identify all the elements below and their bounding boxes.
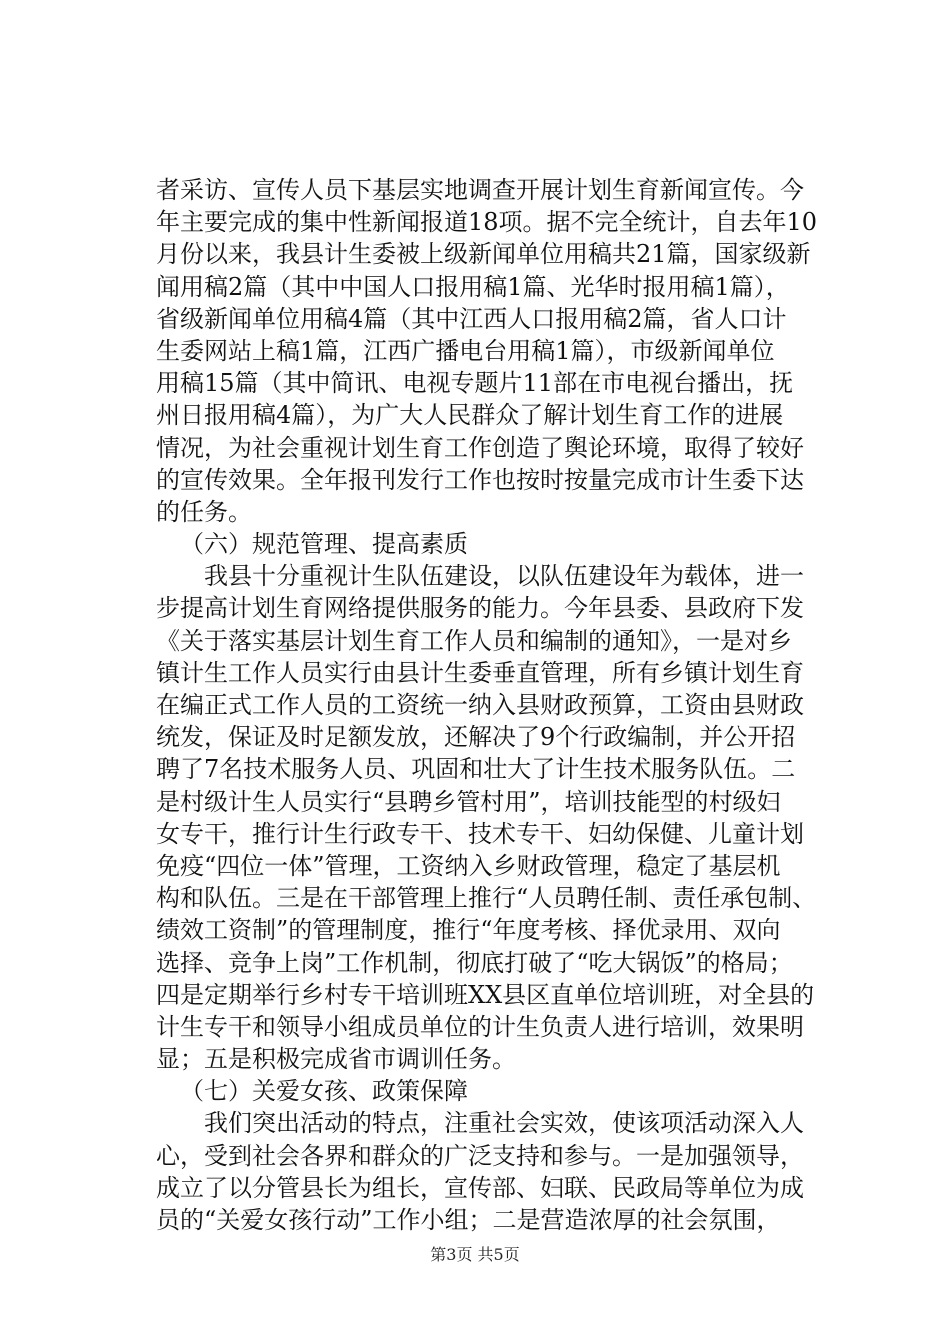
paragraph-line: 者采访、宣传人员下基层实地调查开展计划生育新闻宣传。今 <box>156 176 804 204</box>
paragraph-line: 显；五是积极完成省市调训任务。 <box>156 1045 516 1074</box>
paragraph-line: 月份以来，我县计生委被上级新闻单位用稿共21篇，国家级新 <box>156 240 811 269</box>
paragraph-line: 统发，保证及时足额发放，还解决了9个行政编制，并公开招 <box>156 723 796 752</box>
paragraph-line: 聘了7名技术服务人员、巩固和壮大了计生技术服务队伍。二 <box>156 755 796 784</box>
paragraph-line: 情况，为社会重视计划生育工作创造了舆论环境，取得了较好 <box>156 433 804 462</box>
paragraph-line: 免疫“四位一体”管理，工资纳入乡财政管理，稳定了基层机 <box>156 851 781 880</box>
page-number-footer: 第3页 共5页 <box>430 1245 520 1264</box>
paragraph-line: 用稿15篇（其中简讯、电视专题片11部在市电视台播出，抚 <box>156 369 794 398</box>
paragraph-line: 选择、竞争上岗”工作机制，彻底打破了“吃大锅饭”的格局； <box>156 948 793 977</box>
paragraph-line: 生委网站上稿1篇，江西广播电台用稿1篇），市级新闻单位 <box>156 336 775 365</box>
paragraph-line: 州日报用稿4篇），为广大人民群众了解计划生育工作的进展 <box>156 401 784 430</box>
section-line: （六）规范管理、提高素质 <box>180 530 468 559</box>
section-line: 我们突出活动的特点，注重社会实效，使该项活动深入人 <box>180 1109 804 1138</box>
paragraph-line: 省级新闻单位用稿4篇（其中江西人口报用稿2篇，省人口计 <box>156 304 787 333</box>
paragraph-line: 的任务。 <box>156 497 252 526</box>
paragraph-line: 员的“关爱女孩行动”工作小组；二是营造浓厚的社会氛围， <box>156 1206 781 1234</box>
paragraph-line: 镇计生工作人员实行由县计生委垂直管理，所有乡镇计划生育 <box>156 658 804 687</box>
paragraph-line: 《关于落实基层计划生育工作人员和编制的通知》，一是对乡 <box>156 626 792 655</box>
paragraph-line: 在编正式工作人员的工资统一纳入县财政预算，工资由县财政 <box>156 691 804 719</box>
paragraph-line: 步提高计划生育网络提供服务的能力。今年县委、县政府下发 <box>156 594 804 623</box>
paragraph-line: 是村级计生人员实行“县聘乡管村用”，培训技能型的村级妇 <box>156 787 781 816</box>
paragraph-line: 成立了以分管县长为组长，宣传部、妇联、民政局等单位为成 <box>156 1173 804 1202</box>
paragraph-line: 女专干，推行计生行政专干、技术专干、妇幼保健、儿童计划 <box>156 819 804 848</box>
paragraph-line: 年主要完成的集中性新闻报道18项。据不完全统计，自去年10 <box>156 208 818 237</box>
section-line: （七）关爱女孩、政策保障 <box>180 1077 468 1106</box>
paragraph-line: 绩效工资制”的管理制度，推行“年度考核、择优录用、双向 <box>156 916 781 945</box>
paragraph-line: 心，受到社会各界和群众的广泛支持和参与。一是加强领导， <box>156 1141 804 1170</box>
paragraph-line: 四是定期举行乡村专干培训班XX县区直单位培训班，对全县的 <box>156 980 815 1009</box>
paragraph-line: 的宣传效果。全年报刊发行工作也按时按量完成市计生委下达 <box>156 465 804 494</box>
paragraph-line: 构和队伍。三是在干部管理上推行“人员聘任制、责任承包制、 <box>156 884 817 913</box>
document-body <box>156 174 836 1236</box>
paragraph-line: 闻用稿2篇（其中中国人口报用稿1篇、光华时报用稿1篇）， <box>156 272 790 301</box>
section-line: 我县十分重视计生队伍建设，以队伍建设年为载体，进一 <box>180 562 804 591</box>
paragraph-line: 计生专干和领导小组成员单位的计生负责人进行培训，效果明 <box>156 1012 804 1041</box>
